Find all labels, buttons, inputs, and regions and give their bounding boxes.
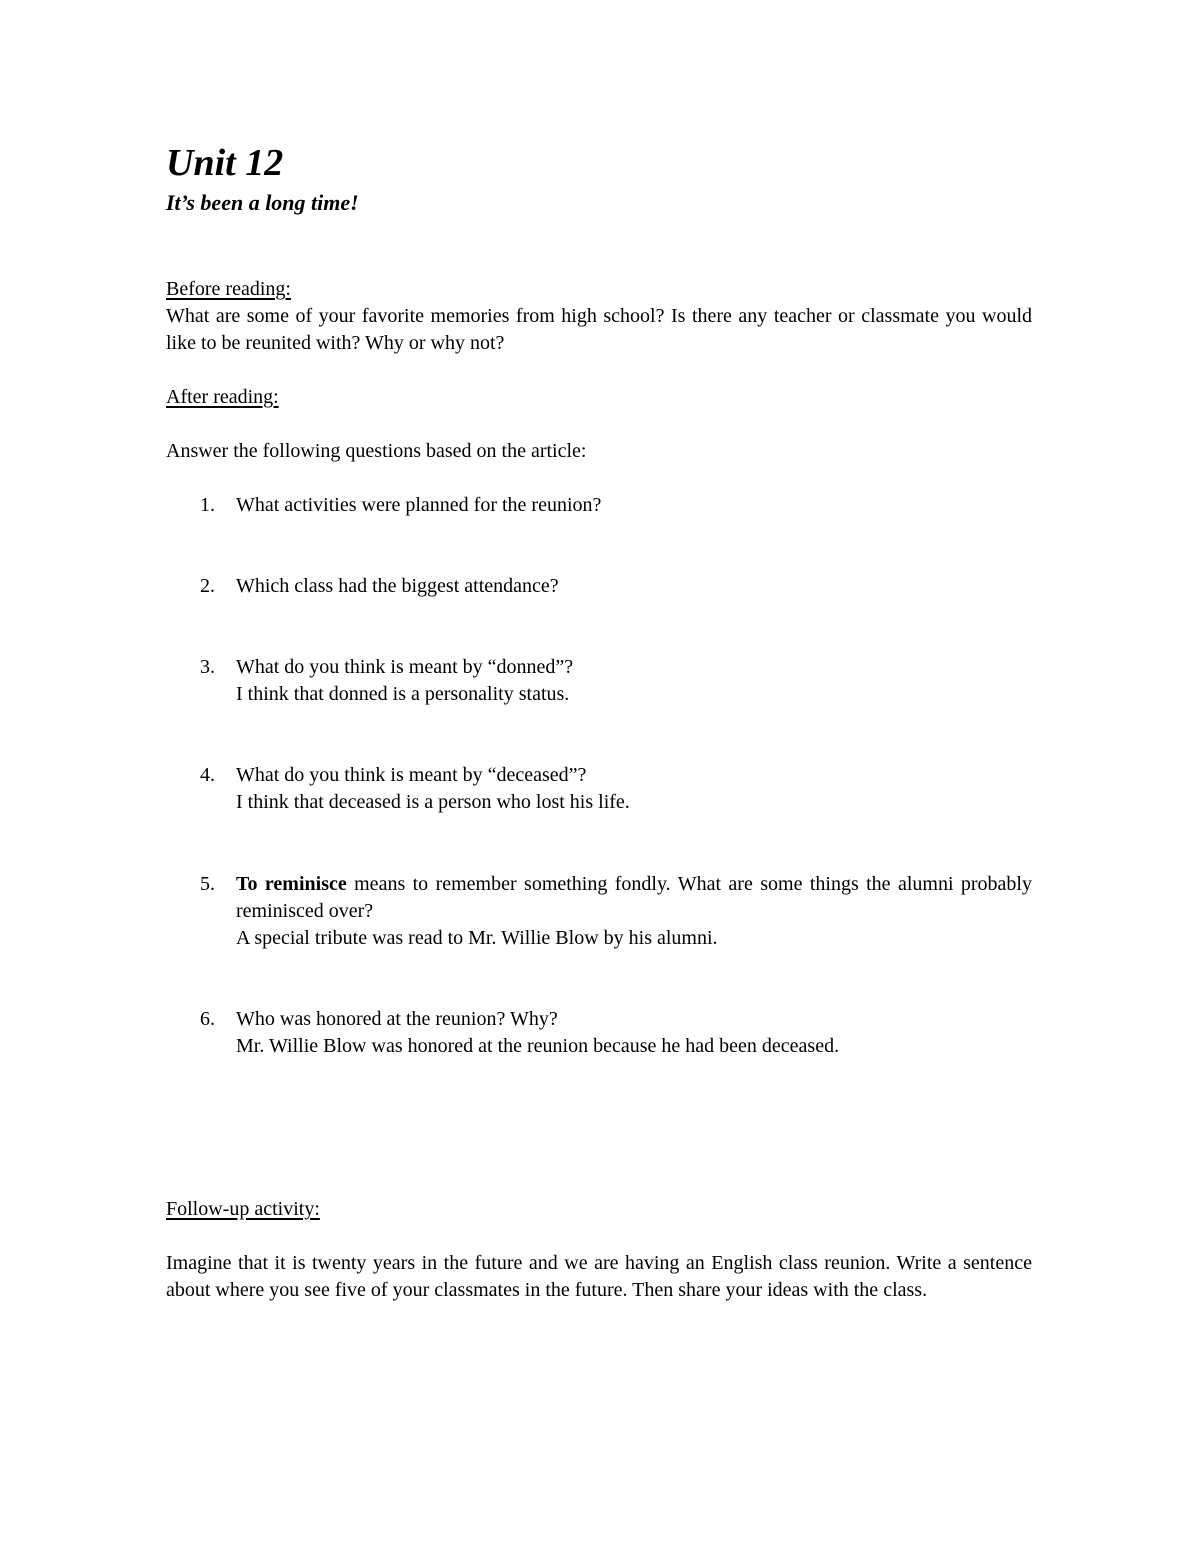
- question-item: [236, 573, 1032, 600]
- follow-up-heading: Follow-up activity:: [166, 1198, 320, 1220]
- question-number: 1.: [200, 494, 215, 516]
- follow-up-text: Imagine that it is twenty years in the future and we are having an English class reunion. Write a sentence about where you see five of your classmates in the future. Then share your ideas with the class.: [166, 1252, 1032, 1301]
- question-text: [236, 871, 1032, 925]
- question-text: Who was honored at the reunion? Why?: [236, 1008, 558, 1030]
- answer-text: A special tribute was read to Mr. Willie Blow by his alumni.: [236, 927, 718, 949]
- question-number: 6.: [200, 1008, 215, 1030]
- before-reading-text: What are some of your favorite memories from high school? Is there any teacher or classmate you would like to be reunited with? Why or why not?: [166, 305, 1032, 354]
- question-text: What activities were planned for the reunion?: [236, 494, 602, 516]
- question-number: 5.: [200, 873, 215, 895]
- question-item: [236, 1006, 1032, 1060]
- question-text: Which class had the biggest attendance?: [236, 575, 559, 597]
- after-reading-instruction: Answer the following questions based on the article:: [166, 440, 587, 462]
- question-item: [236, 654, 1032, 708]
- answer-text: Mr. Willie Blow was honored at the reunion because he had been deceased.: [236, 1035, 840, 1057]
- unit-subtitle: It’s been a long time!: [166, 190, 359, 215]
- question-item: [236, 871, 1032, 952]
- question-item: [236, 762, 1032, 816]
- question-text: What do you think is meant by “deceased”?: [236, 764, 587, 786]
- before-reading-heading: Before reading:: [166, 278, 291, 300]
- answer-text: I think that deceased is a person who lost his life.: [236, 791, 630, 813]
- question-number: 3.: [200, 656, 215, 678]
- question-number: 4.: [200, 764, 215, 786]
- after-reading-heading: After reading:: [166, 386, 279, 408]
- question-rest: means to remember something fondly. What are some things the alumni probably reminisced over?: [236, 873, 1032, 922]
- question-number: 2.: [200, 575, 215, 597]
- question-item: [236, 492, 1032, 519]
- question-text: What do you think is meant by “donned”?: [236, 656, 574, 678]
- unit-title: Unit 12: [166, 142, 284, 184]
- term-reminisce: To reminisce: [236, 873, 347, 895]
- answer-text: I think that donned is a personality status.: [236, 683, 570, 705]
